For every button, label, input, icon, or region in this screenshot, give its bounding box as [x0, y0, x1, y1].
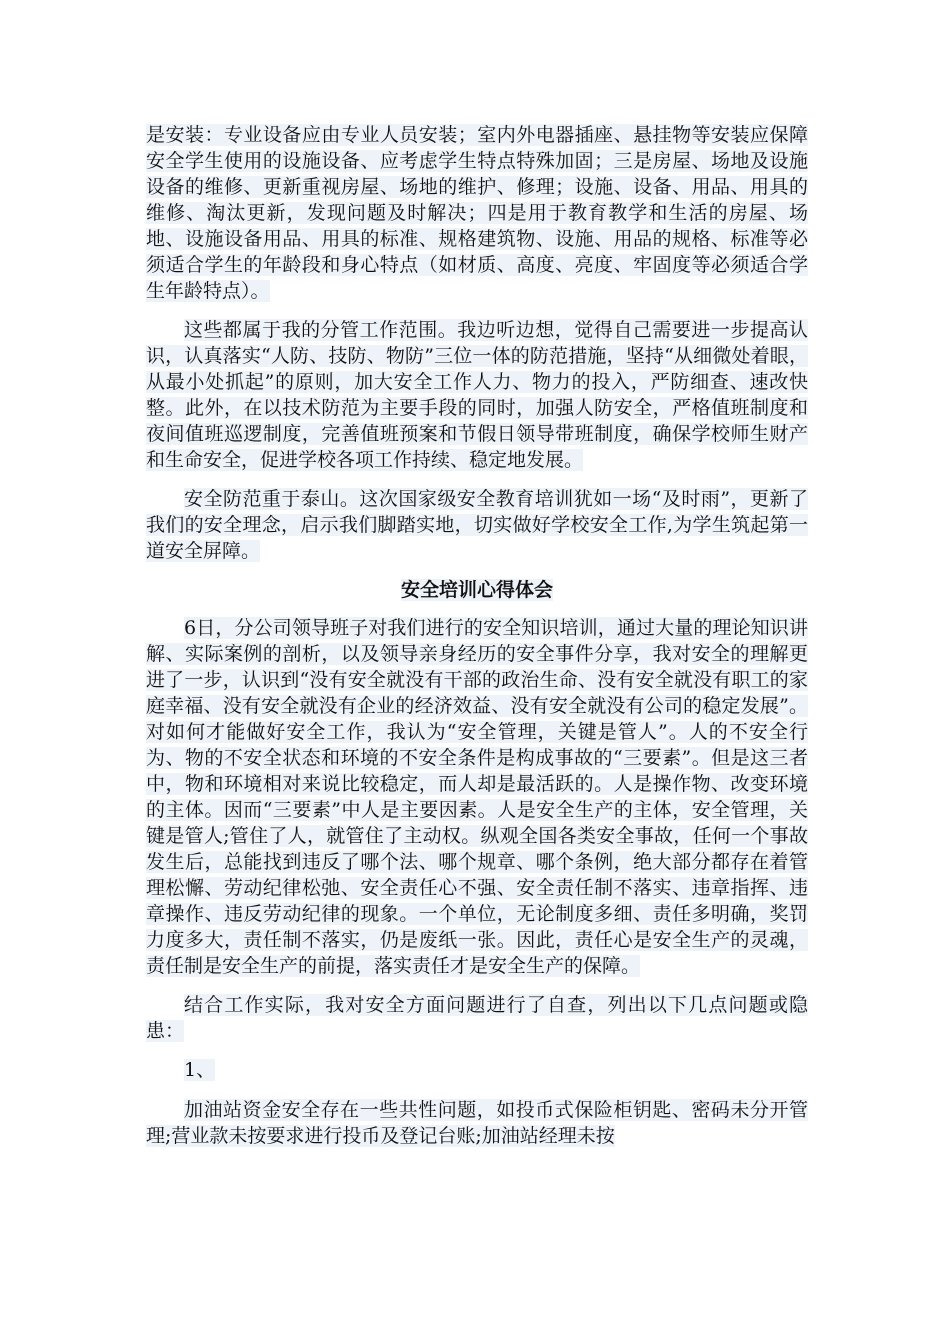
section-heading — [146, 577, 808, 603]
list-number — [146, 1057, 808, 1083]
paragraph-scope — [146, 317, 808, 473]
paragraph-text: 是安装：专业设备应由专业人员安装；室内外电器插座、悬挂物等安装应保障安全学生使用的设施设备、应考虑学生特点特殊加固；三是房屋、场地及设施设备的维修、更新重视房屋、场地的维护、修理；设施、设备、用品、用具的维修、淘汰更新，发现问题及时解决；四是用于教育教学和生活的房屋、场地、设施设备用品、用具的标准、规格建筑物、设施、用品的规格、标准等必须适合学生的年龄段和身心特点（如材质、高度、亮度、牢固度等必须适合学生年龄特点）。 — [146, 124, 808, 302]
paragraph-installation — [146, 122, 808, 304]
paragraph-text: 1、 — [184, 1059, 216, 1081]
paragraph-text: 这些都属于我的分管工作范围。我边听边想，觉得自己需要进一步提高认识，认真落实“人防、技防、物防”三位一体的防范措施，坚持“从细微处着眼，从最小处抓起”的原则，加大安全工作人力、物力的投入，严防细查、速改快整。此外，在以技术防范为主要手段的同时，加强人防安全，严格值班制度和夜间值班巡逻制度，完善值班预案和节假日领导带班制度，确保学校师生财产和生命安全，促进学校各项工作持续、稳定地发展。 — [146, 319, 808, 471]
paragraph-self-check — [146, 992, 808, 1044]
paragraph-conclusion — [146, 486, 808, 564]
paragraph-text: 安全防范重于泰山。这次国家级安全教育培训犹如一场“及时雨”，更新了我们的安全理念，启示我们脚踏实地，切实做好学校安全工作,为学生筑起第一道安全屏障。 — [146, 488, 808, 562]
paragraph-text: 结合工作实际，我对安全方面问题进行了自查，列出以下几点问题或隐患： — [146, 994, 808, 1042]
heading-text: 安全培训心得体会 — [400, 579, 553, 601]
paragraph-text: 6日，分公司领导班子对我们进行的安全知识培训，通过大量的理论知识讲解、实际案例的剖析，以及领导亲身经历的安全事件分享，我对安全的理解更进了一步，认识到“没有安全就没有干部的政治生命、没有安全就没有职工的家庭幸福、没有安全就没有企业的经济效益、没有安全就没有公司的稳定发展”。对如何才能做好安全工作，我认为“安全管理，关键是管人”。人的不安全行为、物的不安全状态和环境的不安全条件是构成事故的“三要素”。但是这三者中，物和环境相对来说比较稳定，而人却是最活跃的。人是操作物、改变环境的主体。因而“三要素”中人是主要因素。人是安全生产的主体，安全管理，关键是管人;管住了人，就管住了主动权。纵观全国各类安全事故，任何一个事故发生后，总能找到违反了哪个法、哪个规章、哪个条例，绝大部分都存在着管理松懈、劳动纪律松弛、安全责任心不强、安全责任制不落实、违章指挥、违章操作、违反劳动纪律的现象。一个单位，无论制度多细、责任多明确，奖罚力度多大，责任制不落实，仍是废纸一张。因此，责任心是安全生产的灵魂，责任制是安全生产的前提，落实责任才是安全生产的保障。 — [146, 617, 808, 977]
paragraph-gas-station — [146, 1097, 808, 1149]
paragraph-training — [146, 615, 808, 979]
paragraph-text: 加油站资金安全存在一些共性问题，如投币式保险柜钥匙、密码未分开管理;营业款未按要求进行投币及登记台账;加油站经理未按 — [146, 1099, 808, 1147]
document-body — [146, 122, 808, 1162]
